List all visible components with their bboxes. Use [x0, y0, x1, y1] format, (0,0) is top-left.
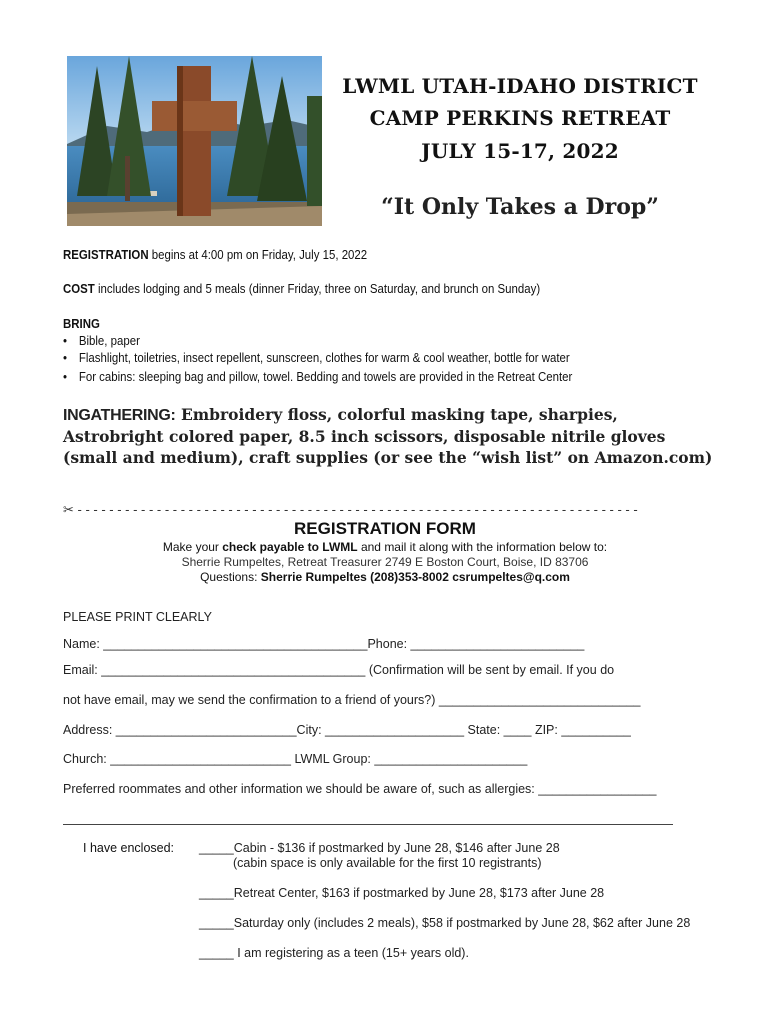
registration-info	[63, 247, 367, 262]
form-title: REGISTRATION FORM	[294, 519, 476, 538]
registration-label: REGISTRATION	[63, 247, 149, 262]
address-field[interactable]: Address: __________________________City: ____________________ State: ____ ZIP: __________	[63, 723, 631, 737]
registration-text: begins at 4:00 pm on Friday, July 15, 2022	[148, 247, 368, 262]
option-cabin-note: (cabin space is only available for the first 10 registrants)	[233, 856, 542, 870]
cost-info	[63, 281, 540, 296]
scissors-cut-line: ✂ - - - - - - - - - - - - - - - - - - - - - - - - - - - - - - - - - - - - - - - - - - - - - - - - - - - - - - - - - - - - - - - - - - - - - - -	[63, 502, 638, 517]
option-saturday-only[interactable]: _____Saturday only (includes 2 meals), $58 if postmarked by June 28, $62 after June 28	[199, 916, 691, 930]
bullet-icon: •	[63, 369, 68, 384]
header-line-1: LWML UTAH-IDAHO DISTRICT	[342, 74, 698, 98]
questions-contact: Questions: Sherrie Rumpeltes (208)353-8002 csrumpeltes@q.com	[200, 570, 570, 584]
write-in-line[interactable]	[63, 824, 673, 825]
bullet-icon: •	[63, 350, 68, 365]
friend-confirmation-field[interactable]: not have email, may we send the confirmation to a friend of yours?) _____________________________	[63, 693, 641, 707]
bring-item: • For cabins: sleeping bag and pillow, towel. Bedding and towels are provided in the Retreat Center	[63, 369, 573, 384]
print-clearly-note: PLEASE PRINT CLEARLY	[63, 610, 212, 624]
enclosed-label: I have enclosed:	[83, 841, 175, 855]
treasurer-address: Sherrie Rumpeltes, Retreat Treasurer 2749 E Boston Court, Boise, ID 83706	[181, 555, 589, 569]
church-group-field[interactable]: Church: __________________________ LWML Group: ______________________	[63, 752, 528, 766]
option-retreat-center[interactable]: _____Retreat Center, $163 if postmarked by June 28, $173 after June 28	[199, 886, 605, 900]
retreat-theme: “It Only Takes a Drop”	[381, 194, 659, 220]
ingathering-text: Embroidery floss, colorful masking tape, sharpies, Astrobright colored paper, 8.5 inch scissors, disposable nitrile gloves (small and medium), craft supplies (or see the “wish list” on Amazon.com)	[63, 405, 713, 467]
bullet-icon: •	[63, 333, 68, 348]
bring-label: BRING	[63, 316, 100, 331]
bring-item: • Flashlight, toiletries, insect repellent, sunscreen, clothes for warm & cool weather, bottle for water	[63, 350, 570, 365]
option-cabin[interactable]: _____Cabin - $136 if postmarked by June 28, $146 after June 28	[199, 841, 560, 855]
roommates-field[interactable]: Preferred roommates and other information we should be aware of, such as allergies: _________________	[63, 782, 657, 796]
name-phone-field[interactable]: Name: ______________________________________Phone: _________________________	[63, 637, 585, 651]
mail-instructions: Make your check payable to LWML and mail it along with the information below to:	[162, 540, 608, 554]
ingathering-label: INGATHERING:	[63, 407, 176, 424]
cost-label: COST	[63, 281, 95, 296]
cost-text: includes lodging and 5 meals (dinner Friday, three on Saturday, and brunch on Sunday)	[94, 281, 541, 296]
email-field[interactable]: Email: ______________________________________ (Confirmation will be sent by email. If you do	[63, 663, 615, 677]
bring-item: • Bible, paper	[63, 333, 140, 348]
header-line-2: CAMP PERKINS RETREAT	[369, 106, 671, 130]
cross-lake-photo	[67, 56, 322, 226]
option-teen[interactable]: _____ I am registering as a teen (15+ years old).	[199, 946, 469, 960]
ingathering-info	[63, 404, 713, 468]
header-date: JULY 15-17, 2022	[421, 139, 619, 163]
